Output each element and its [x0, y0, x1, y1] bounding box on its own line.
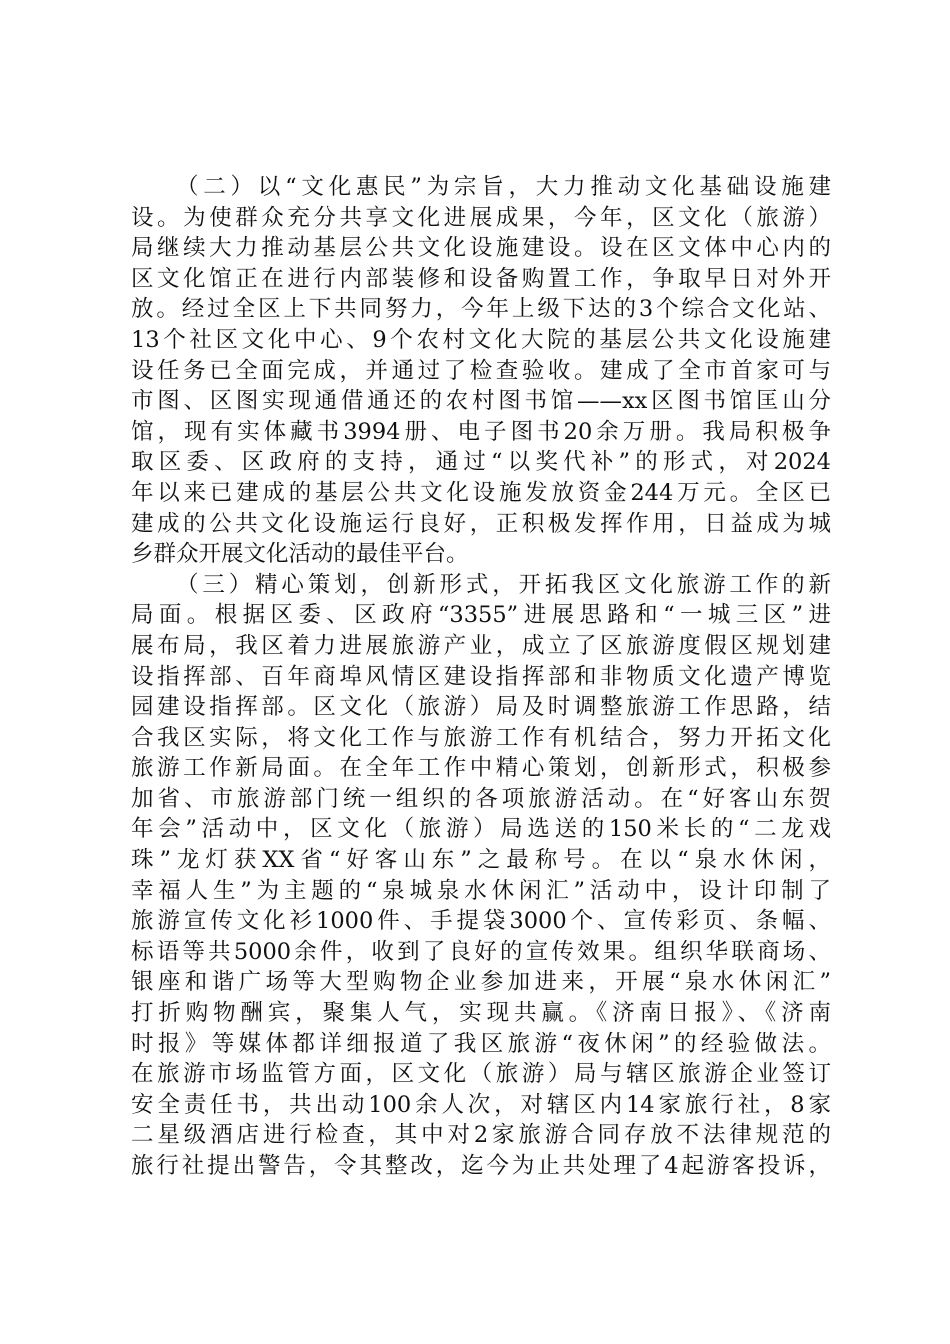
- paragraph-line: 局面。根据区委、区政府“3355”进展思路和“一城三区”进: [131, 602, 831, 629]
- paragraph-line: 旅游工作新局面。在全年工作中精心策划，创新形式，积极参: [131, 755, 831, 782]
- paragraph-line: 旅行社提出警告，令其整改，迄今为止共处理了4起游客投诉，: [131, 1153, 831, 1179]
- paragraph-line: 标语等共5000余件，收到了良好的宣传效果。组织华联商场、: [131, 938, 831, 965]
- paragraph-line: 园建设指挥部。区文化（旅游）局及时调整旅游工作思路，结: [131, 694, 831, 721]
- paragraph-line: 合我区实际，将文化工作与旅游工作有机结合，努力开拓文化: [131, 724, 831, 751]
- paragraph-line: 在旅游市场监管方面，区文化（旅游）局与辖区旅游企业签订: [131, 1061, 831, 1088]
- paragraph-line: 二星级酒店进行检查，其中对2家旅游合同存放不法律规范的: [131, 1122, 831, 1149]
- paragraph-line: 建成的公共文化设施运行良好，正积极发挥作用，日益成为城: [131, 510, 831, 537]
- paragraph-line: 旅游宣传文化衫1000件、手提袋3000个、宣传彩页、条幅、: [131, 908, 831, 935]
- paragraph-line: （二）以“文化惠民”为宗旨，大力推动文化基础设施建: [176, 174, 831, 200]
- paragraph-line: 市图、区图实现通借通还的农村图书馆——xx区图书馆匡山分: [131, 388, 831, 415]
- paragraph-line: （三）精心策划，创新形式，开拓我区文化旅游工作的新: [176, 571, 831, 598]
- paragraph-line: 珠”龙灯获XX省“好客山东”之最称号。在以“泉水休闲，: [131, 847, 831, 874]
- paragraph-line: 加省、市旅游部门统一组织的各项旅游活动。在“好客山东贺: [131, 785, 831, 812]
- paragraph-line: 年以来已建成的基层公共文化设施发放资金244万元。全区已: [131, 479, 831, 506]
- paragraph-line: 放。经过全区上下共同努力，今年上级下达的3个综合文化站、: [131, 296, 831, 323]
- paragraph-line: 13个社区文化中心、9个农村文化大院的基层公共文化设施建: [131, 326, 831, 353]
- document-body: [131, 172, 831, 1182]
- paragraph-facilities: [131, 172, 831, 570]
- paragraph-line: 银座和谐广场等大型购物企业参加进来，开展“泉水休闲汇”: [131, 969, 831, 996]
- paragraph-line: 局继续大力推动基层公共文化设施建设。设在区文体中心内的: [131, 235, 831, 262]
- paragraph-line: 安全责任书，共出动100余人次，对辖区内14家旅行社，8家: [131, 1091, 831, 1118]
- paragraph-line: 设任务已全面完成，并通过了检查验收。建成了全市首家可与: [131, 357, 831, 384]
- paragraph-line: 区文化馆正在进行内部装修和设备购置工作，争取早日对外开: [131, 265, 831, 292]
- paragraph-line: 年会”活动中，区文化（旅游）局选送的150米长的“二龙戏: [131, 816, 831, 843]
- paragraph-line: 设。为使群众充分共享文化进展成果，今年，区文化（旅游）: [131, 204, 831, 231]
- paragraph-line: 取区委、区政府的支持，通过“以奖代补”的形式，对2024: [131, 449, 831, 476]
- paragraph-line: 打折购物酬宾，聚集人气，实现共赢。《济南日报》、《济南: [131, 1000, 831, 1027]
- paragraph-tourism: [131, 570, 831, 1182]
- paragraph-line: 设指挥部、百年商埠风情区建设指挥部和非物质文化遗产博览: [131, 663, 831, 690]
- paragraph-line: 馆，现有实体藏书3994册、电子图书20余万册。我局积极争: [131, 418, 831, 445]
- paragraph-line: 乡群众开展文化活动的最佳平台。: [131, 541, 469, 568]
- paragraph-line: 展布局，我区着力进展旅游产业，成立了区旅游度假区规划建: [131, 632, 831, 659]
- paragraph-line: 时报》等媒体都详细报道了我区旅游“夜休闲”的经验做法。: [131, 1030, 831, 1057]
- paragraph-line: 幸福人生”为主题的“泉城泉水休闲汇”活动中，设计印制了: [131, 877, 831, 904]
